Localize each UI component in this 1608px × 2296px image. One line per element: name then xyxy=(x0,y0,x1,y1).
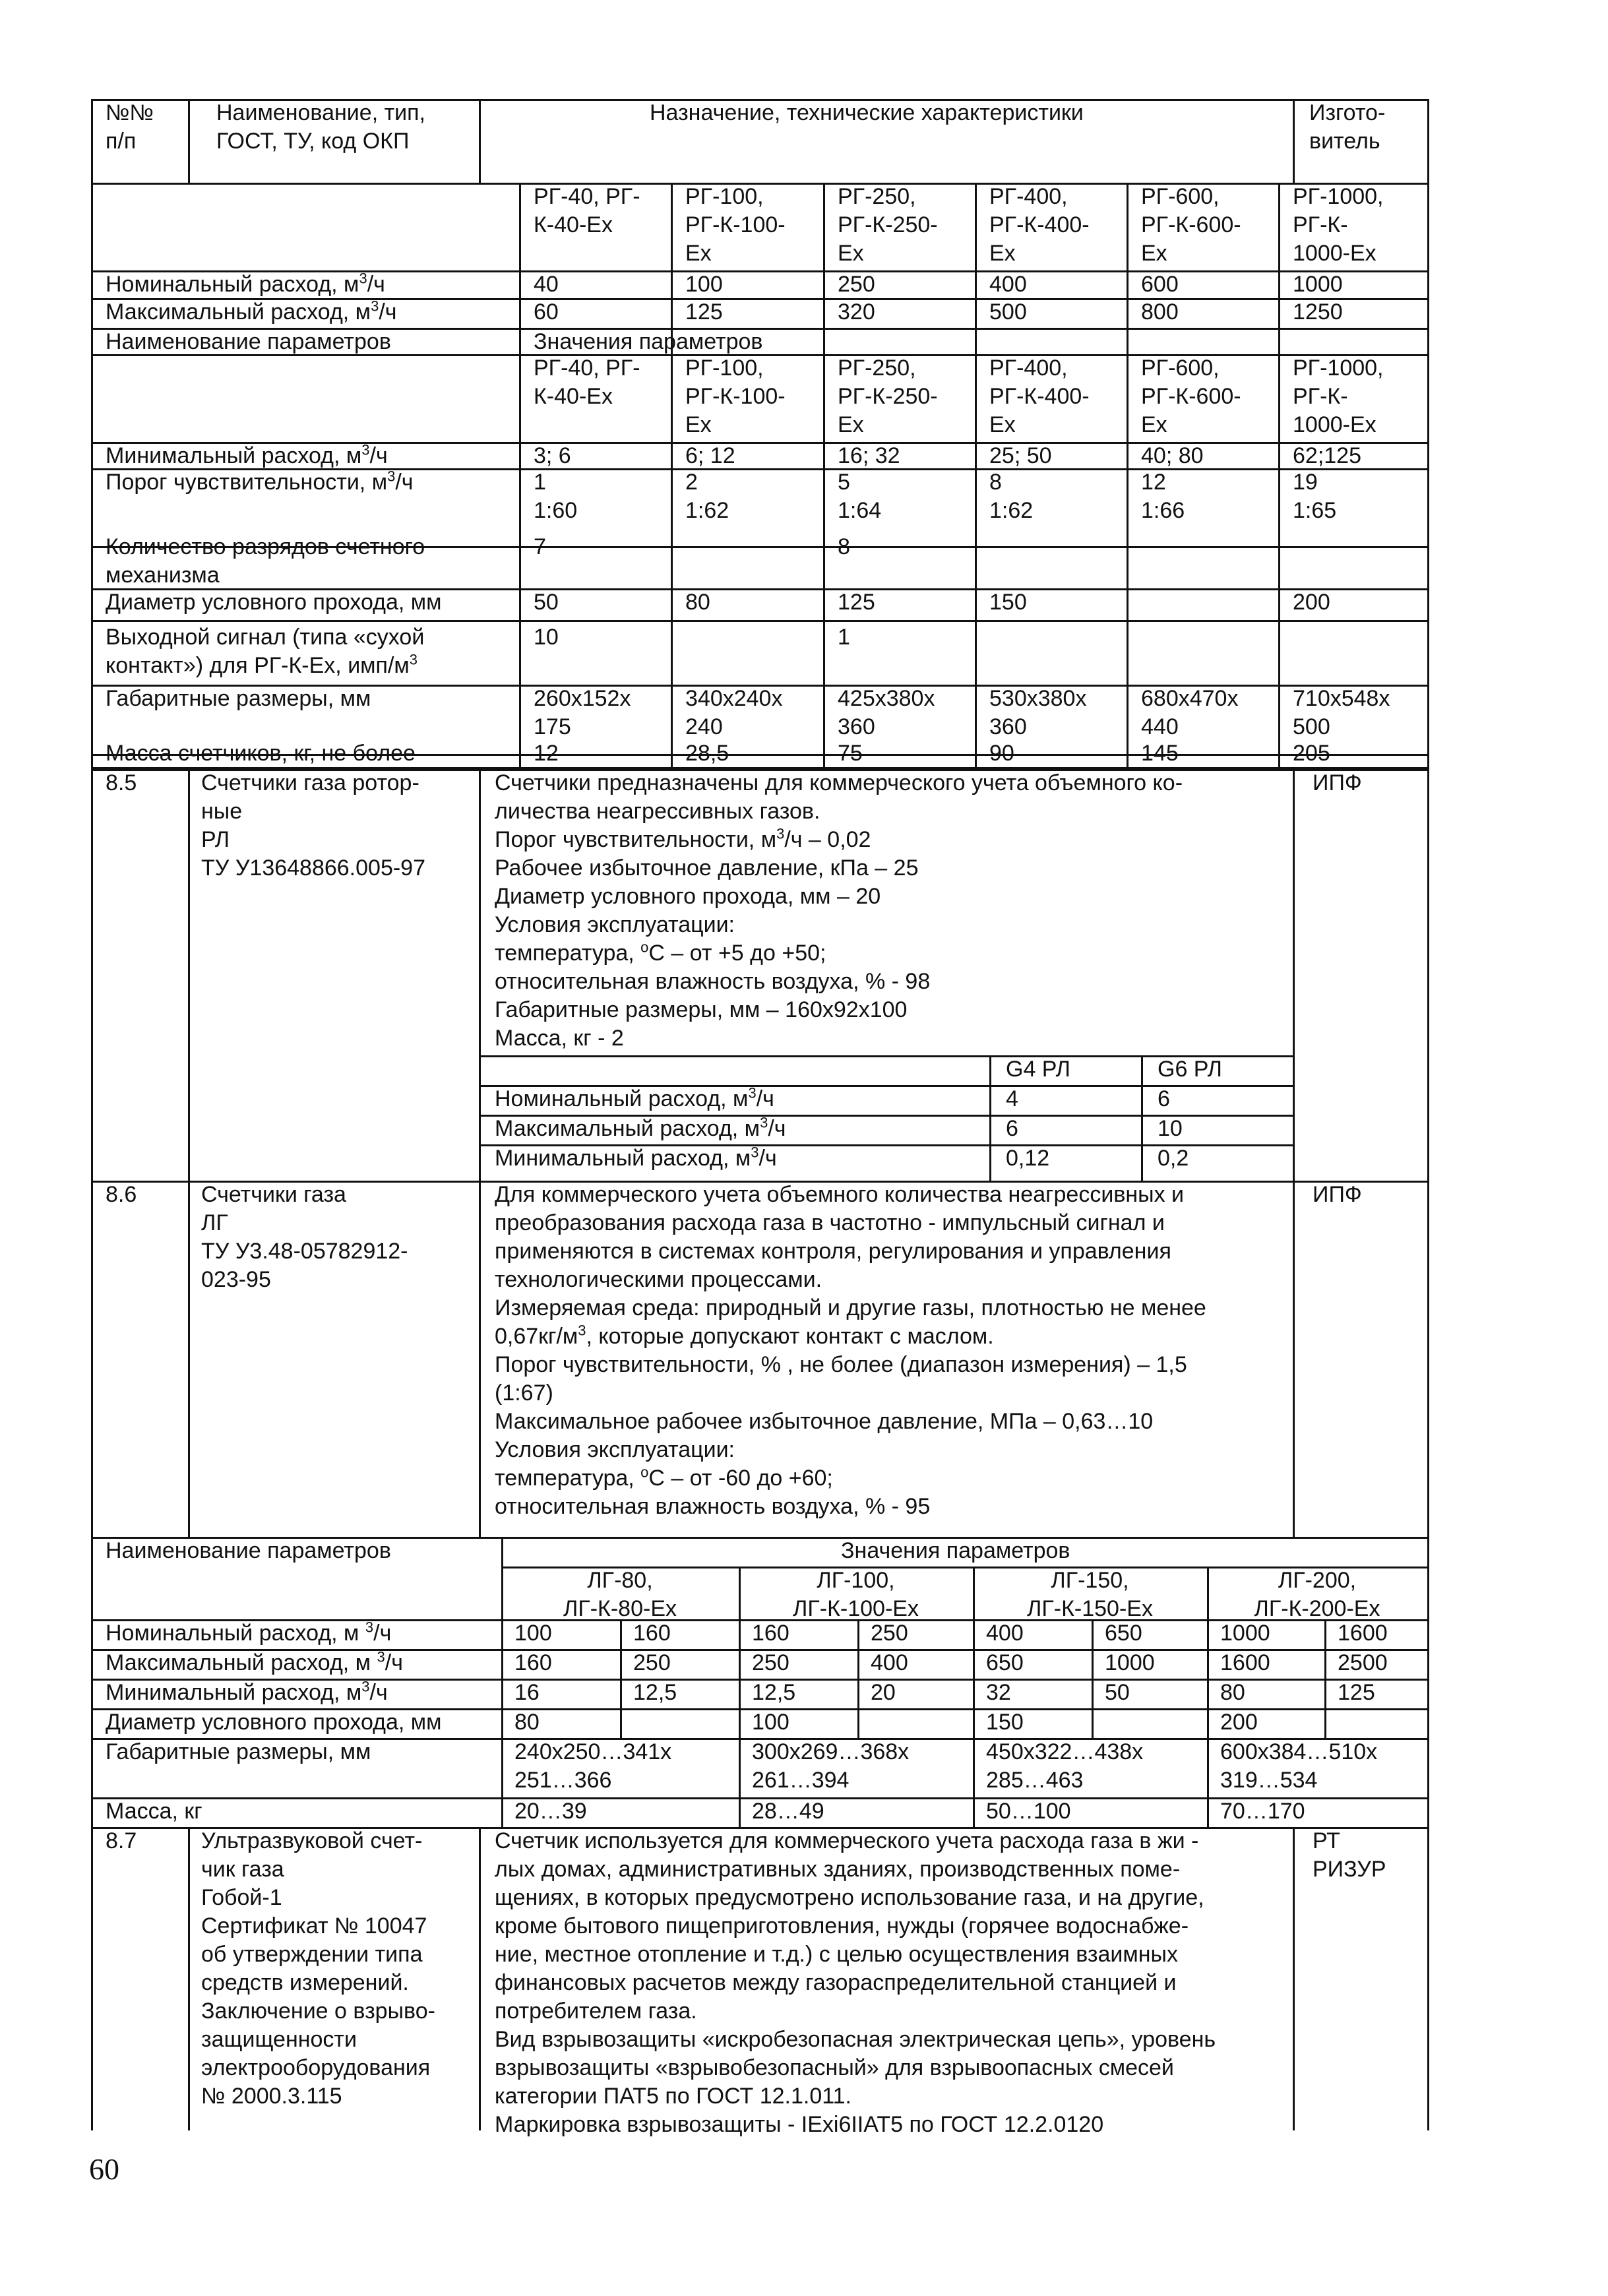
lg-row-value: 650 xyxy=(1105,1621,1142,1646)
lg-dims-value: 600х384…510х xyxy=(1220,1739,1378,1764)
rg-threshold-value: 1:65 xyxy=(1293,498,1337,523)
header-maker: Изгото- xyxy=(1309,100,1386,125)
lg-dn-value: 150 xyxy=(986,1710,1024,1735)
rg-model-header-2: Ех xyxy=(685,412,712,437)
lg-mass-value: 20…39 xyxy=(514,1799,587,1824)
lg-dims-value: 300х269…368х xyxy=(752,1739,910,1764)
rg-min-value: 16; 32 xyxy=(838,443,900,468)
s86-name: ЛГ xyxy=(201,1210,228,1235)
table-rule xyxy=(91,620,1429,622)
lg-mass-value: 70…170 xyxy=(1220,1799,1305,1824)
s85-row-value: 10 xyxy=(1158,1116,1183,1141)
s87-name: № 2000.3.115 xyxy=(201,2084,342,2109)
rg-threshold-value: 1:64 xyxy=(838,498,882,523)
table-rule xyxy=(975,354,977,767)
rg-mass-value: 145 xyxy=(1141,741,1179,766)
s87-desc-line: ние, местное отопление и т.д.) с целью осуществления взаимных xyxy=(495,1942,1178,1967)
s86-name: 023-95 xyxy=(201,1267,271,1292)
s85-row-value: 6 xyxy=(1158,1086,1170,1111)
s85-desc-line: Рабочее избыточное давление, кПа – 25 xyxy=(495,855,919,881)
lg-row-value: 250 xyxy=(871,1621,908,1646)
lg-row-value: 12,5 xyxy=(752,1680,796,1705)
s85-desc-line: личества неагрессивных газов. xyxy=(495,799,820,824)
s87-desc-line: финансовых расчетов между газораспределительной станцией и xyxy=(495,1970,1177,1995)
lg-row-value: 1600 xyxy=(1338,1621,1388,1646)
rg-min-value: 3; 6 xyxy=(534,443,571,468)
rg-nominal-value: 1000 xyxy=(1293,272,1343,297)
rg-model-header-2: Ех xyxy=(989,412,1016,437)
lg-row-value: 250 xyxy=(752,1650,789,1675)
rg-mass-value: 75 xyxy=(838,741,863,766)
header-num: п/п xyxy=(106,129,137,154)
lg-row-value: 160 xyxy=(514,1650,552,1675)
rg-min-value: 62;125 xyxy=(1293,443,1361,468)
table-rule xyxy=(1278,354,1280,767)
table-rule xyxy=(1293,769,1295,1537)
rg-model-header-2: РГ-600, xyxy=(1141,356,1220,381)
s87-name: Заключение о взрыво- xyxy=(201,1999,435,2024)
lg-values-label: Значения параметров xyxy=(841,1538,1070,1563)
table-rule xyxy=(1427,1537,1429,1827)
rg-dn-label: Диаметр условного прохода, мм xyxy=(106,590,442,615)
lg-mass-value: 28…49 xyxy=(752,1799,824,1824)
rg-min-value: 6; 12 xyxy=(685,443,735,468)
table-rule xyxy=(1127,183,1129,354)
rg-model-header: Ех xyxy=(838,241,864,266)
rg-model-header: РГ-600, xyxy=(1141,184,1220,209)
s87-desc-line: взрывозащиты «взрывобезопасный» для взрывоопасных смесей xyxy=(495,2055,1174,2080)
table-rule xyxy=(188,769,190,1537)
rg-params-label: Наименование параметров xyxy=(106,329,391,354)
lg-row-label: Минимальный расход, $м^3/ч$ xyxy=(106,1678,388,1705)
lg-mass-value: 50…100 xyxy=(986,1799,1071,1824)
s85-col-header: G6 РЛ xyxy=(1158,1057,1222,1082)
header-name: Наименование, тип, xyxy=(216,100,426,125)
s87-desc-line: Маркировка взрывозащиты - IExi6IIAT5 по ГОСТ 12.2.0120 xyxy=(495,2112,1104,2137)
lg-dn-value: 80 xyxy=(514,1710,540,1735)
rg-max-value: 125 xyxy=(685,299,723,325)
rg-out-label: контакт») для РГ-К-Ех, имп/$м^3$ xyxy=(106,651,418,678)
table-rule xyxy=(1427,183,1429,767)
table-rule xyxy=(519,183,521,354)
lg-row-value: 50 xyxy=(1105,1680,1130,1705)
rg-dims-value: 425х380х xyxy=(838,686,935,711)
lg-dn-value: 200 xyxy=(1220,1710,1258,1735)
rg-nominal-value: 40 xyxy=(534,272,559,297)
s85-name: ные xyxy=(201,799,243,824)
lg-dims-value: 251…366 xyxy=(514,1768,612,1793)
rg-threshold-value: 8 xyxy=(989,470,1002,495)
table-rule xyxy=(823,183,825,354)
rg-dims-value: 360 xyxy=(989,714,1027,739)
rg-nominal-value: 250 xyxy=(838,272,875,297)
lg-row-value: 125 xyxy=(1338,1680,1375,1705)
s85-row-value: 6 xyxy=(1006,1116,1018,1141)
table-rule xyxy=(1293,99,1295,183)
rg-threshold-value: 19 xyxy=(1293,470,1318,495)
s87-name: электрооборудования xyxy=(201,2055,431,2080)
header-num: №№ xyxy=(106,100,154,125)
lg-row-value: 400 xyxy=(986,1621,1024,1646)
lg-model-header: ЛГ-80, xyxy=(587,1568,653,1593)
lg-row-value: 20 xyxy=(871,1680,896,1705)
rg-mass-value: 90 xyxy=(989,741,1014,766)
lg-row-label: Номинальный расход, м $^3$/ч xyxy=(106,1619,392,1646)
rg-threshold-value: 1:62 xyxy=(989,498,1034,523)
s85-row-value: 0,2 xyxy=(1158,1146,1189,1171)
rg-threshold-value: 1:62 xyxy=(685,498,729,523)
lg-dims-value: 319…534 xyxy=(1220,1768,1318,1793)
s87-maker: РИЗУР xyxy=(1313,1857,1386,1882)
s86-desc-line: применяются в системах контроля, регулирования и управления xyxy=(495,1239,1171,1264)
rg-threshold-value: 1:60 xyxy=(534,498,578,523)
s87-name: чик газа xyxy=(201,1857,284,1882)
rg-digits-value: 7 xyxy=(534,534,546,559)
lg-row-value: 1000 xyxy=(1105,1650,1155,1675)
s86-desc-line: (1:67) xyxy=(495,1381,553,1406)
s85-name: Счетчики газа ротор- xyxy=(201,770,419,795)
rg-min-value: 40; 80 xyxy=(1141,443,1204,468)
s85-desc-line: Диаметр условного прохода, мм – 20 xyxy=(495,884,881,909)
s87-desc-line: категории ПАТ5 по ГОСТ 12.1.011. xyxy=(495,2084,851,2109)
table-rule xyxy=(857,1619,859,1738)
s85-row-value: 0,12 xyxy=(1006,1146,1050,1171)
rg-dims-value: 680х470х xyxy=(1141,686,1239,711)
rg-threshold-value: 5 xyxy=(838,470,850,495)
rg-model-header: РГ-40, РГ- xyxy=(534,184,640,209)
rg-dims-value: 530х380х xyxy=(989,686,1087,711)
lg-model-header: ЛГ-К-80-Ех xyxy=(563,1596,677,1621)
rg-model-header-2: РГ-К- xyxy=(1293,384,1348,409)
s86-desc-line: Порог чувствительности, % , не более (диапазон измерения) – 1,5 xyxy=(495,1352,1187,1377)
lg-row-value: 400 xyxy=(871,1650,908,1675)
table-rule xyxy=(989,1055,991,1181)
rg-model-header: К-40-Ех xyxy=(534,212,613,237)
s87-name: Ультразвуковой счет- xyxy=(201,1828,423,1853)
table-rule xyxy=(671,354,673,767)
rg-max-value: 1250 xyxy=(1293,299,1343,325)
table-rule xyxy=(479,769,481,1537)
table-rule xyxy=(1092,1619,1094,1738)
rg-model-header: РГ-250, xyxy=(838,184,916,209)
s87-maker: РТ xyxy=(1313,1828,1340,1853)
rg-model-header: РГ-К-250- xyxy=(838,212,938,237)
table-rule xyxy=(1324,1619,1326,1738)
s86-desc-line: $0,67кг/м^3$, которые допускают контакт с маслом. xyxy=(495,1322,994,1349)
lg-dims-value: 240х250…341х xyxy=(514,1739,672,1764)
rg-model-header-2: РГ-250, xyxy=(838,356,916,381)
table-rule xyxy=(519,354,521,767)
rg-dims-value: 175 xyxy=(534,714,571,739)
table-rule xyxy=(1427,769,1429,2130)
table-rule xyxy=(91,99,93,2130)
table-rule xyxy=(975,183,977,354)
lg-row-value: 2500 xyxy=(1338,1650,1388,1675)
rg-max-value: 320 xyxy=(838,299,875,325)
s85-desc-line: Масса, кг - 2 xyxy=(495,1026,624,1051)
table-rule xyxy=(188,1827,190,2130)
lg-mass-label: Масса, кг xyxy=(106,1799,202,1824)
rg-model-header-2: Ех xyxy=(838,412,864,437)
s86-name: Счетчики газа xyxy=(201,1182,346,1207)
s85-desc-line: Габаритные размеры, мм – 160х92х100 xyxy=(495,997,908,1022)
rg-dims-label: Габаритные размеры, мм xyxy=(106,686,371,711)
lg-dims-label: Габаритные размеры, мм xyxy=(106,1739,371,1764)
page-number: 60 xyxy=(89,2152,119,2186)
s87-desc-line: кроме бытового пищеприготовления, нужды (горячее водоснабже- xyxy=(495,1913,1189,1939)
lg-model-header: ЛГ-150, xyxy=(1051,1568,1129,1593)
rg-model-header: РГ-К-400- xyxy=(989,212,1090,237)
lg-model-header: ЛГ-К-150-Ех xyxy=(1027,1596,1153,1621)
rg-model-header: РГ-1000, xyxy=(1293,184,1384,209)
rg-model-header: 1000-Ех xyxy=(1293,241,1376,266)
rg-nominal-value: 400 xyxy=(989,272,1027,297)
rg-model-header-2: РГ-К-400- xyxy=(989,384,1090,409)
table-rule xyxy=(188,99,190,183)
s87-desc-line: лых домах, административных зданиях, производственных поме- xyxy=(495,1857,1181,1882)
rg-model-header-2: Ех xyxy=(1141,412,1167,437)
rg-model-header-2: РГ-К-100- xyxy=(685,384,786,409)
rg-model-header: РГ-400, xyxy=(989,184,1068,209)
lg-row-value: 100 xyxy=(514,1621,552,1646)
lg-dn-label: Диаметр условного прохода, мм xyxy=(106,1710,442,1735)
rg-digits-value: 8 xyxy=(838,534,850,559)
rg-dims-value: 360 xyxy=(838,714,875,739)
s85-row-label: Минимальный расход, $м^3/ч$ xyxy=(495,1144,777,1171)
lg-row-value: 12,5 xyxy=(633,1680,677,1705)
rg-dims-value: 260х152х xyxy=(534,686,631,711)
rg-max-label: Максимальный расход, $м^3/ч$ xyxy=(106,297,397,325)
lg-row-value: 80 xyxy=(1220,1680,1245,1705)
lg-row-value: 160 xyxy=(752,1621,789,1646)
rg-threshold-value: 1:66 xyxy=(1141,498,1185,523)
rg-min-label: Минимальный расход, $м^3/ч$ xyxy=(106,441,388,468)
rg-model-header-2: РГ-40, РГ- xyxy=(534,356,640,381)
section-number: 8.6 xyxy=(106,1182,137,1207)
rg-dn-value: 125 xyxy=(838,590,875,615)
table-rule xyxy=(1127,354,1129,767)
rg-model-header-2: РГ-К-250- xyxy=(838,384,938,409)
s87-name: средств измерений. xyxy=(201,1970,409,1995)
s86-desc-line: Измеряемая среда: природный и другие газы, плотностью не менее xyxy=(495,1295,1206,1320)
rg-threshold-label: Порог чувствительности, $м^3/ч$ xyxy=(106,468,414,495)
s85-desc-line: Порог чувствительности, $м^3/ч - 0,02$ xyxy=(495,825,871,852)
rg-dn-value: 150 xyxy=(989,590,1027,615)
rg-model-header-2: РГ-400, xyxy=(989,356,1068,381)
lg-params-label: Наименование параметров xyxy=(106,1538,391,1563)
section-number: 8.7 xyxy=(106,1828,137,1853)
header-maker: витель xyxy=(1309,129,1380,154)
s85-desc-line: Условия эксплуатации: xyxy=(495,912,735,937)
header-purpose: Назначение, технические характеристики xyxy=(650,100,1084,125)
s86-name: ТУ У3.48-05782912- xyxy=(201,1239,408,1264)
rg-dims-value: 240 xyxy=(685,714,723,739)
rg-nominal-value: 100 xyxy=(685,272,723,297)
s86-desc-line: температура, $^o$С – от -60 до +60; xyxy=(495,1464,833,1491)
s86-desc-line: преобразования расхода газа в частотно - импульсный сигнал и xyxy=(495,1210,1165,1235)
rg-mass-value: 28,5 xyxy=(685,741,729,766)
s85-row-value: 4 xyxy=(1006,1086,1018,1111)
rg-threshold-value: 1 xyxy=(534,470,546,495)
s87-name: защищенности xyxy=(201,2027,357,2052)
section-number: 8.5 xyxy=(106,770,137,795)
rg-values-label: Значения параметров xyxy=(534,329,763,354)
rg-min-value: 25; 50 xyxy=(989,443,1052,468)
s87-name: Сертификат № 10047 xyxy=(201,1913,427,1939)
rg-dims-value: 710х548х xyxy=(1293,686,1390,711)
s85-desc-line: относительная влажность воздуха, % - 98 xyxy=(495,969,931,994)
rg-max-value: 800 xyxy=(1141,299,1179,325)
rg-threshold-value: 12 xyxy=(1141,470,1166,495)
table-rule xyxy=(479,1827,481,2130)
s87-name: об утверждении типа xyxy=(201,1942,423,1967)
lg-model-header: ЛГ-К-100-Ех xyxy=(793,1596,919,1621)
lg-model-header: ЛГ-К-200-Ех xyxy=(1254,1596,1380,1621)
rg-dims-value: 340х240х xyxy=(685,686,783,711)
rg-threshold-value: 2 xyxy=(685,470,698,495)
s85-name: РЛ xyxy=(201,827,230,852)
rg-dn-value: 80 xyxy=(685,590,710,615)
rg-model-header-2: К-40-Ех xyxy=(534,384,613,409)
s85-desc-line: Счетчики предназначены для коммерческого учета объемного ко- xyxy=(495,770,1183,795)
rg-model-header: Ех xyxy=(685,241,712,266)
rg-model-header-2: 1000-Ех xyxy=(1293,412,1376,437)
rg-model-header: Ех xyxy=(989,241,1016,266)
rg-out-value: 10 xyxy=(534,625,559,650)
s86-desc-line: Для коммерческого учета объемного количества неагрессивных и xyxy=(495,1182,1185,1207)
s87-desc-line: щениях, в которых предусмотрено использование газа, и на другие, xyxy=(495,1885,1204,1910)
rg-mass-label: Масса счетчиков, кг, не более xyxy=(106,741,416,766)
s85-maker: ИПФ xyxy=(1313,770,1362,795)
s85-col-header: G4 РЛ xyxy=(1006,1057,1070,1082)
rg-nominal-value: 600 xyxy=(1141,272,1179,297)
s87-desc-line: потребителем газа. xyxy=(495,1999,697,2024)
s86-desc-line: технологическими процессами. xyxy=(495,1267,822,1292)
lg-dims-value: 261…394 xyxy=(752,1768,850,1793)
rg-out-value: 1 xyxy=(838,625,850,650)
lg-row-value: 1600 xyxy=(1220,1650,1270,1675)
lg-dims-value: 285…463 xyxy=(986,1768,1084,1793)
rg-mass-value: 12 xyxy=(534,741,559,766)
lg-model-header: ЛГ-100, xyxy=(817,1568,895,1593)
lg-row-value: 250 xyxy=(633,1650,671,1675)
rg-model-header: Ех xyxy=(1141,241,1167,266)
s85-row-label: Номинальный расход, $м^3/ч$ xyxy=(495,1084,774,1111)
table-rule xyxy=(1427,99,1429,183)
rg-digits-label: Количество разрядов счетного xyxy=(106,534,425,559)
rg-digits-label: механизма xyxy=(106,563,220,588)
rg-model-header: РГ-К-100- xyxy=(685,212,786,237)
rg-max-value: 60 xyxy=(534,299,559,325)
s85-name: ТУ У13648866.005-97 xyxy=(201,855,425,881)
rg-model-header-2: РГ-К-600- xyxy=(1141,384,1241,409)
table-rule xyxy=(1293,1827,1295,2130)
lg-dn-value: 100 xyxy=(752,1710,789,1735)
rg-max-value: 500 xyxy=(989,299,1027,325)
rg-out-label: Выходной сигнал (типа «сухой xyxy=(106,625,425,650)
table-rule xyxy=(823,354,825,767)
s86-desc-line: Условия эксплуатации: xyxy=(495,1437,735,1462)
s87-name: Гобой-1 xyxy=(201,1885,282,1910)
rg-model-header-2: РГ-100, xyxy=(685,356,764,381)
rg-nominal-label: Номинальный расход, $м^3/ч$ xyxy=(106,270,385,297)
table-rule xyxy=(1278,183,1280,354)
rg-model-header: РГ-К-600- xyxy=(1141,212,1241,237)
rg-mass-value: 205 xyxy=(1293,741,1330,766)
s86-desc-line: Максимальное рабочее избыточное давление, МПа – 0,63…10 xyxy=(495,1409,1154,1434)
s87-desc-line: Счетчик используется для коммерческого учета расхода газа в жи - xyxy=(495,1828,1199,1853)
lg-row-value: 32 xyxy=(986,1680,1011,1705)
rg-dn-value: 200 xyxy=(1293,590,1330,615)
lg-row-value: 650 xyxy=(986,1650,1024,1675)
lg-row-label: Максимальный расход, м $^3$/ч xyxy=(106,1648,403,1675)
lg-row-value: 16 xyxy=(514,1680,540,1705)
lg-dims-value: 450х322…438х xyxy=(986,1739,1144,1764)
rg-model-header: РГ-100, xyxy=(685,184,764,209)
rg-dims-value: 500 xyxy=(1293,714,1330,739)
header-name: ГОСТ, ТУ, код ОКП xyxy=(216,129,410,154)
table-rule xyxy=(479,99,481,183)
lg-row-value: 160 xyxy=(633,1621,671,1646)
table-rule xyxy=(1141,1055,1143,1181)
s86-desc-line: относительная влажность воздуха, % - 95 xyxy=(495,1494,931,1519)
rg-dn-value: 50 xyxy=(534,590,559,615)
lg-model-header: ЛГ-200, xyxy=(1278,1568,1357,1593)
rg-model-header: РГ-К- xyxy=(1293,212,1348,237)
s85-row-label: Максимальный расход, $м^3/ч$ xyxy=(495,1114,786,1141)
rg-dims-value: 440 xyxy=(1141,714,1179,739)
lg-row-value: 1000 xyxy=(1220,1621,1270,1646)
table-rule xyxy=(620,1619,622,1738)
s85-desc-line: температура, $^o$С – от +5 до +50; xyxy=(495,939,826,966)
s87-desc-line: Вид взрывозащиты «искробезопасная электрическая цепь», уровень xyxy=(495,2027,1216,2052)
rg-model-header-2: РГ-1000, xyxy=(1293,356,1384,381)
s86-maker: ИПФ xyxy=(1313,1182,1362,1207)
